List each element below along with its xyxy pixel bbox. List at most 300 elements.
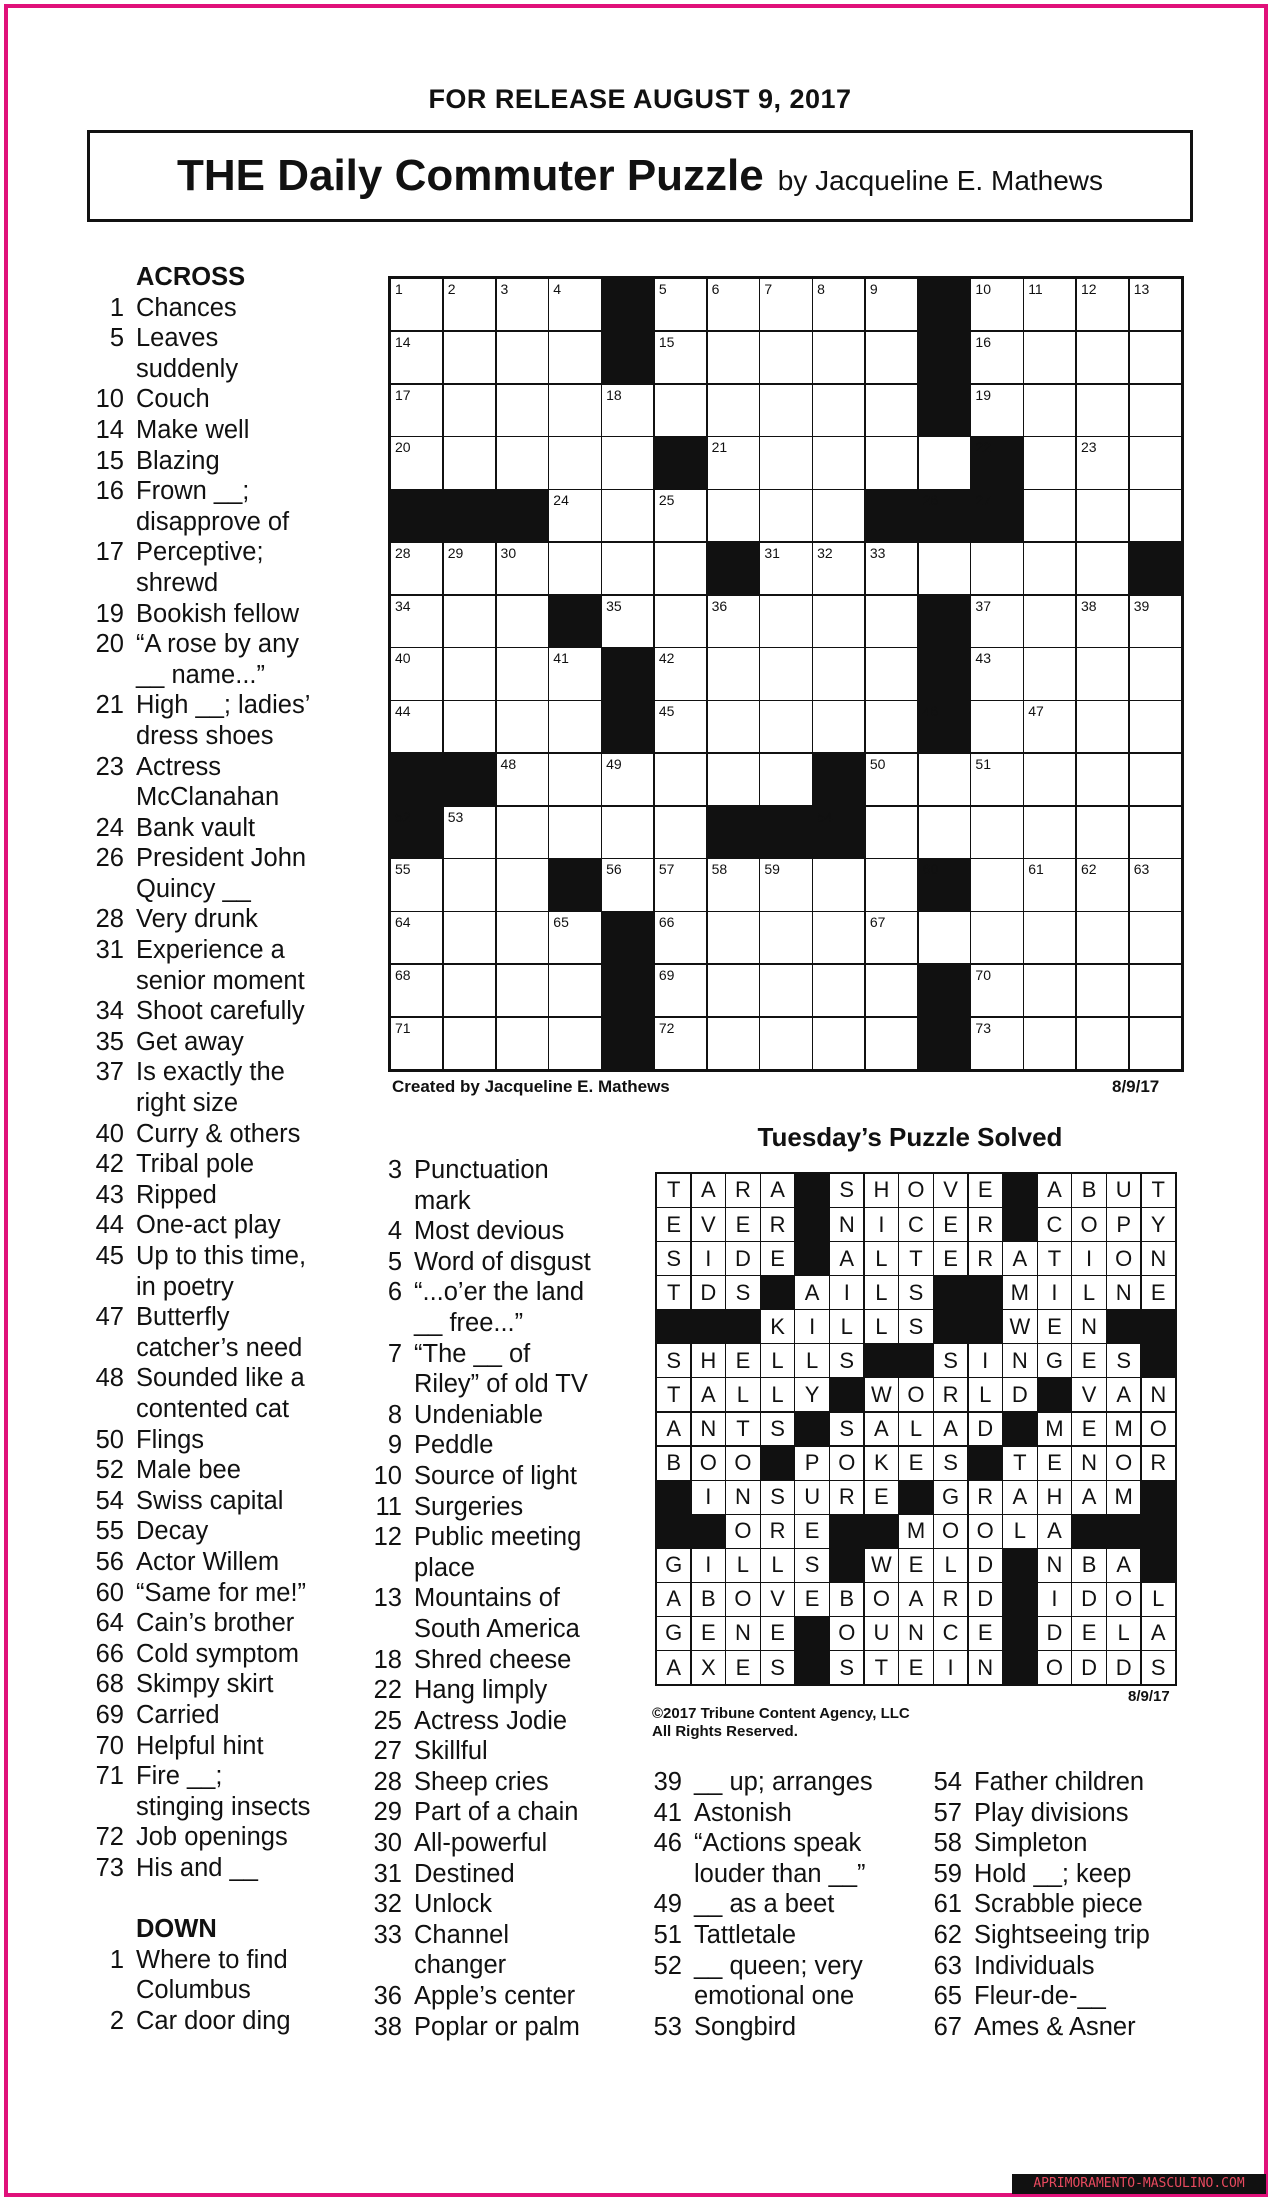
grid-cell[interactable] [760,754,811,805]
solved-letter: A [692,1174,725,1207]
clue-number: 22 [373,1676,402,1705]
grid-cell[interactable] [708,385,759,436]
grid-cell[interactable] [549,701,600,752]
grid-cell[interactable] [655,385,706,436]
grid-cell[interactable] [444,279,495,330]
cell-number: 59 [764,861,780,878]
clue-item [88,323,378,384]
grid-cell[interactable] [919,912,970,963]
grid-cell[interactable] [1077,1018,1128,1069]
solved-letter: B [1072,1549,1105,1582]
grid-cell[interactable] [813,701,864,752]
grid-cell[interactable] [1130,1018,1181,1069]
grid-cell[interactable] [391,701,442,752]
grid-cell[interactable] [813,437,864,488]
solved-letter: A [1107,1549,1140,1582]
grid-cell[interactable] [760,596,811,647]
grid-cell[interactable] [444,385,495,436]
clue-text [136,1761,310,1822]
grid-cell[interactable] [760,965,811,1016]
grid-cell[interactable] [549,385,600,436]
grid-cell[interactable] [866,596,917,647]
grid-cell[interactable] [919,754,970,805]
grid-cell[interactable] [1024,490,1075,541]
clue-text [694,1767,873,1798]
grid-cell[interactable] [1024,912,1075,963]
grid-cell[interactable] [391,648,442,699]
solved-letter: O [1142,1413,1175,1446]
grid-cell[interactable] [760,701,811,752]
clue-text-line: Leaves [136,324,219,353]
grid-cell[interactable] [813,912,864,963]
grid-cell[interactable] [1130,332,1181,383]
grid-cell[interactable] [813,490,864,541]
grid-cell[interactable] [444,912,495,963]
clue-item [88,1425,378,1456]
grid-cell[interactable] [549,543,600,594]
solved-letter: E [726,1651,759,1684]
grid-cell[interactable] [708,1018,759,1069]
grid-cell[interactable] [549,279,600,330]
clue-text [136,629,299,690]
grid-cell[interactable] [1077,332,1128,383]
grid-cell[interactable] [1077,965,1128,1016]
solved-letter: A [1038,1515,1071,1548]
grid-cell[interactable] [391,596,442,647]
grid-cell[interactable] [444,701,495,752]
grid-cell[interactable] [708,859,759,910]
grid-cell[interactable] [497,807,548,858]
grid-cell[interactable] [708,596,759,647]
grid-cell[interactable] [813,596,864,647]
solved-letter: T [899,1242,932,1275]
solved-letter: Y [1142,1208,1175,1241]
clue-text-line: Father children [974,1768,1145,1796]
grid-cell[interactable] [497,385,548,436]
clue-number: 16 [95,477,124,506]
grid-cell[interactable] [1077,490,1128,541]
clue-number: 56 [95,1547,124,1576]
grid-cell[interactable] [444,332,495,383]
grid-cell[interactable] [444,859,495,910]
grid-cell[interactable] [866,385,917,436]
grid-cell[interactable] [549,1018,600,1069]
grid-cell[interactable] [1077,859,1128,910]
grid-cell[interactable] [971,859,1022,910]
grid-cell[interactable] [813,385,864,436]
grid-cell[interactable] [549,332,600,383]
clue-item [88,1027,378,1058]
grid-cell[interactable] [866,648,917,699]
grid-cell[interactable] [655,332,706,383]
grid-cell[interactable] [1024,596,1075,647]
clue-text [414,1461,577,1492]
clue-text-line: __ name...” [136,660,265,689]
grid-cell[interactable] [1024,332,1075,383]
clue-item [366,1400,646,1431]
grid-cell[interactable] [971,385,1022,436]
grid-cell[interactable] [1024,701,1075,752]
grid-cell[interactable] [866,543,917,594]
grid-cell[interactable] [971,754,1022,805]
grid-cell[interactable] [866,701,917,752]
grid-cell[interactable] [813,332,864,383]
grid-cell[interactable] [602,490,653,541]
grid-cell[interactable] [1077,437,1128,488]
grid-cell[interactable] [760,648,811,699]
grid-cell[interactable] [655,490,706,541]
grid-cell[interactable] [708,965,759,1016]
grid-cell[interactable] [655,859,706,910]
grid-cell[interactable] [1024,807,1075,858]
grid-cell[interactable] [1077,648,1128,699]
clue-item [366,1706,646,1737]
grid-cell[interactable] [391,332,442,383]
solved-letter: N [1038,1549,1071,1582]
cell-number: 44 [395,703,411,720]
grid-cell[interactable] [1077,279,1128,330]
grid-cell[interactable] [602,543,653,594]
grid-cell[interactable] [866,332,917,383]
clue-number: 20 [95,630,124,659]
solved-letter: E [934,1208,967,1241]
solved-letter: D [969,1583,1002,1616]
grid-cell[interactable] [708,332,759,383]
solved-letter: S [830,1413,863,1446]
grid-cell[interactable] [919,437,970,488]
grid-cell[interactable] [866,859,917,910]
grid-cell[interactable] [655,701,706,752]
clue-item [88,1180,378,1211]
clue-text [414,1583,580,1644]
solved-letter: A [657,1651,690,1684]
grid-cell[interactable] [497,279,548,330]
grid-cell[interactable] [602,754,653,805]
grid-cell[interactable] [708,912,759,963]
clue-item [88,935,378,996]
spacer [88,1883,378,1914]
solved-black-square [830,1378,863,1411]
solved-letter: N [726,1617,759,1650]
grid-cell[interactable] [971,279,1022,330]
grid-cell[interactable] [760,1018,811,1069]
grid-cell[interactable] [1077,385,1128,436]
grid-cell[interactable] [602,807,653,858]
grid-cell[interactable] [655,1018,706,1069]
grid-cell[interactable] [1130,648,1181,699]
solved-letter: D [969,1549,1002,1582]
solved-letter: A [865,1413,898,1446]
black-square [919,490,970,541]
grid-cell[interactable] [1130,437,1181,488]
clue-text-line: Shred cheese [414,1645,572,1674]
solved-letter: E [1038,1310,1071,1343]
grid-cell[interactable] [1130,279,1181,330]
grid-cell[interactable] [866,754,917,805]
grid-cell[interactable] [444,596,495,647]
grid-cell[interactable] [866,807,917,858]
grid-cell[interactable] [708,754,759,805]
solved-letter: O [969,1515,1002,1548]
solved-letter: E [934,1242,967,1275]
grid-cell[interactable] [655,648,706,699]
grid-cell[interactable] [497,912,548,963]
grid-cell[interactable] [602,437,653,488]
clue-item [366,1583,646,1644]
grid-cell[interactable] [549,965,600,1016]
clue-text [136,1057,285,1118]
clue-number: 37 [95,1058,124,1087]
grid-cell[interactable] [1077,596,1128,647]
clue-item [366,1247,646,1278]
grid-cell[interactable] [760,859,811,910]
grid-cell[interactable] [1024,648,1075,699]
grid-cell[interactable] [1130,490,1181,541]
grid-cell[interactable] [549,490,600,541]
clue-text-line: McClanahan [136,783,280,812]
grid-cell[interactable] [1024,859,1075,910]
grid-cell[interactable] [813,279,864,330]
grid-cell[interactable] [391,543,442,594]
clue-text-line: Skillful [414,1737,488,1766]
grid-cell[interactable] [813,1018,864,1069]
grid-cell[interactable] [444,807,495,858]
solved-black-square [761,1447,794,1480]
grid-cell[interactable] [655,754,706,805]
solved-black-square [899,1344,932,1377]
solved-puzzle-title: Tuesday’s Puzzle Solved [757,1122,1063,1152]
solved-letter: A [830,1242,863,1275]
cell-number: 38 [1080,597,1097,614]
clue-text-line: “The __ of [414,1339,531,1368]
solved-letter: L [865,1310,898,1343]
grid-cell[interactable] [1024,437,1075,488]
clue-text-line: Butterfly [136,1303,230,1332]
grid-cell[interactable] [971,701,1022,752]
grid-cell[interactable] [497,332,548,383]
clue-text [136,1455,241,1486]
grid-cell[interactable] [391,279,442,330]
grid-cell[interactable] [655,596,706,647]
grid-cell[interactable] [1130,385,1181,436]
solved-letter: S [726,1276,759,1309]
cell-number: 71 [395,1019,411,1036]
grid-cell[interactable] [655,912,706,963]
solved-letter: O [830,1447,863,1480]
grid-cell[interactable] [760,385,811,436]
clue-text [136,1180,217,1211]
grid-cell[interactable] [497,701,548,752]
grid-cell[interactable] [1130,807,1181,858]
grid-cell[interactable] [497,543,548,594]
grid-cell[interactable] [391,1018,442,1069]
grid-cell[interactable] [760,279,811,330]
clue-text [974,2012,1136,2043]
grid-cell[interactable] [497,965,548,1016]
grid-cell[interactable] [866,1018,917,1069]
grid-cell[interactable] [444,648,495,699]
grid-cell[interactable] [602,596,653,647]
grid-cell[interactable] [866,965,917,1016]
solved-letter: L [1142,1583,1175,1616]
clue-text-line: Shoot carefully [136,997,305,1026]
clue-item [366,1736,646,1767]
grid-cell[interactable] [971,596,1022,647]
clue-item [88,629,378,690]
grid-cell[interactable] [655,543,706,594]
clue-text-line: Unlock [414,1890,492,1919]
grid-cell[interactable] [760,437,811,488]
grid-cell[interactable] [971,965,1022,1016]
grid-cell[interactable] [391,437,442,488]
grid-cell[interactable] [497,596,548,647]
grid-cell[interactable] [919,543,970,594]
grid-cell[interactable] [1024,279,1075,330]
grid-cell[interactable] [760,490,811,541]
cell-number: 42 [658,650,675,667]
solved-letter: E [899,1447,932,1480]
grid-cell[interactable] [1024,543,1075,594]
clue-text [136,1853,258,1884]
grid-cell[interactable] [444,1018,495,1069]
solved-black-square [1107,1310,1140,1343]
clue-text-line: Experience a [136,936,285,965]
clue-number: 70 [95,1731,124,1760]
solved-letter: I [865,1208,898,1241]
grid-cell[interactable] [391,965,442,1016]
grid-cell[interactable] [1024,1018,1075,1069]
grid-cell[interactable] [708,701,759,752]
grid-cell[interactable] [549,754,600,805]
clue-text-line: High __; ladies’ [136,691,311,720]
solved-letter: E [692,1617,725,1650]
grid-cell[interactable] [1130,596,1181,647]
grid-cell[interactable] [655,279,706,330]
grid-cell[interactable] [1130,754,1181,805]
grid-cell[interactable] [391,859,442,910]
grid-cell[interactable] [813,543,864,594]
grid-cell[interactable] [497,859,548,910]
grid-cell[interactable] [444,965,495,1016]
clue-text-line: Most devious [414,1217,565,1246]
clue-text-line: Apple’s center [414,1982,576,2011]
grid-cell[interactable] [497,754,548,805]
grid-cell[interactable] [760,332,811,383]
grid-cell[interactable] [866,912,917,963]
grid-cell[interactable] [1024,385,1075,436]
black-square [549,596,600,647]
grid-cell[interactable] [497,437,548,488]
grid-cell[interactable] [971,912,1022,963]
grid-cell[interactable] [602,385,653,436]
grid-cell[interactable] [655,965,706,1016]
clue-number: 59 [933,1859,962,1888]
grid-cell[interactable] [391,912,442,963]
grid-cell[interactable] [971,543,1022,594]
solved-letter: L [830,1310,863,1343]
grid-cell[interactable] [971,332,1022,383]
grid-cell[interactable] [971,1018,1022,1069]
solved-letter: D [692,1276,725,1309]
grid-cell[interactable] [813,859,864,910]
grid-cell[interactable] [1077,807,1128,858]
grid-cell[interactable] [391,385,442,436]
clue-item [646,1920,926,1951]
solved-letter: A [795,1276,828,1309]
solved-letter: N [1072,1310,1105,1343]
grid-cell[interactable] [1130,859,1181,910]
clue-text [974,1920,1150,1951]
cell-number: 51 [975,755,991,772]
solved-letter: U [1107,1174,1140,1207]
grid-cell[interactable] [497,1018,548,1069]
clue-text-line: place [414,1553,475,1582]
grid-cell[interactable] [919,807,970,858]
grid-cell[interactable] [708,279,759,330]
grid-cell[interactable] [760,912,811,963]
clue-item [926,1920,1226,1951]
grid-cell[interactable] [1130,701,1181,752]
grid-cell[interactable] [1130,912,1181,963]
grid-cell[interactable] [1077,543,1128,594]
grid-cell[interactable] [708,648,759,699]
grid-cell[interactable] [866,437,917,488]
solved-letter: D [969,1413,1002,1446]
grid-cell[interactable] [444,437,495,488]
clue-text-line: Carried [136,1700,220,1729]
clue-text-line: Hang limply [414,1676,548,1705]
grid-cell[interactable] [1024,965,1075,1016]
grid-cell[interactable] [444,543,495,594]
grid-cell[interactable] [813,648,864,699]
clue-text [136,1608,294,1639]
grid-cell[interactable] [1130,965,1181,1016]
clue-number: 43 [95,1180,124,1209]
grid-cell[interactable] [760,543,811,594]
black-square [602,332,653,383]
grid-cell[interactable] [549,648,600,699]
solved-letter: E [1038,1447,1071,1480]
grid-cell[interactable] [1024,754,1075,805]
grid-cell[interactable] [602,859,653,910]
grid-cell[interactable] [708,490,759,541]
solved-letter: A [1003,1481,1036,1514]
solved-letter: A [1107,1378,1140,1411]
clue-item [366,1797,646,1828]
solved-letter: N [1072,1447,1105,1480]
clue-text [974,1981,1106,2012]
grid-cell[interactable] [549,912,600,963]
solved-letter: R [761,1208,794,1241]
grid-cell[interactable] [971,807,1022,858]
grid-cell[interactable] [655,807,706,858]
grid-cell[interactable] [1077,701,1128,752]
clue-item [88,1669,378,1700]
grid-cell[interactable] [549,807,600,858]
grid-cell[interactable] [708,437,759,488]
clue-item [366,1492,646,1523]
grid-cell[interactable] [813,965,864,1016]
grid-cell[interactable] [1077,754,1128,805]
solved-letter: D [1072,1651,1105,1684]
grid-cell[interactable] [1077,912,1128,963]
grid-cell[interactable] [866,279,917,330]
grid-cell[interactable] [971,648,1022,699]
cell-number: 56 [606,861,622,878]
grid-cell[interactable] [549,437,600,488]
solved-black-square [934,1276,967,1309]
grid-cell[interactable] [497,648,548,699]
